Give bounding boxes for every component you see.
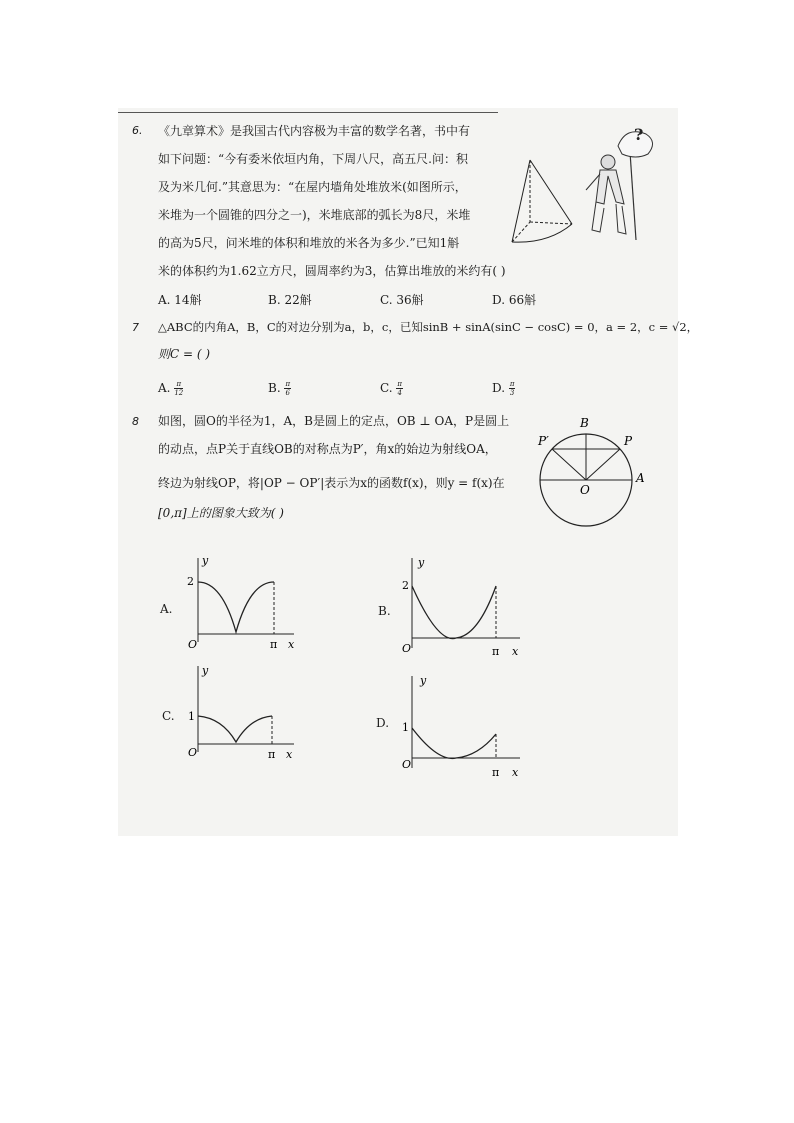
q6-option-c[interactable]: C. 36斛 [380, 293, 424, 307]
cone-edge-left [512, 160, 530, 242]
y-label: y [202, 664, 209, 677]
pi-label: π [492, 645, 500, 658]
y-label: y [420, 674, 427, 687]
y-tick-label: 2 [187, 575, 194, 588]
q6-line-3: 及为米几何.”其意思为：“在屋内墙角处堆放米(如图所示， [158, 180, 467, 194]
q7-a-denominator: 12 [174, 389, 184, 397]
label-a: A [636, 471, 645, 485]
origin-label: O [402, 642, 412, 655]
q7-c-numerator: π [397, 380, 403, 388]
q8-graph-a [182, 552, 312, 652]
radius-op [586, 449, 620, 480]
y-tick-label: 2 [402, 579, 409, 592]
q7-option-b-fraction [284, 380, 291, 397]
x-label: x [512, 766, 519, 779]
q7-line-2: 则C = ( ) [158, 347, 211, 361]
y-label: y [202, 554, 209, 567]
scholar-illustration [586, 132, 653, 240]
label-p: P [624, 434, 633, 448]
q7-b-numerator: π [285, 380, 291, 388]
q8-graph-d [398, 672, 528, 782]
pi-label: π [270, 638, 278, 651]
x-label: x [286, 748, 293, 761]
q6-line-2: 如下问题：“今有委米依垣内角，下周八尺，高五尺.问：积 [158, 152, 468, 166]
q7-option-c[interactable] [380, 380, 403, 397]
cone-base-arc [512, 224, 572, 242]
question-mark-icon: ? [634, 125, 644, 144]
curve-c [198, 716, 272, 742]
origin-label: O [402, 758, 412, 771]
q6-line-4: 米堆为一个圆锥的四分之一)，米堆底部的弧长为8尺，米堆 [158, 208, 471, 222]
origin-label: O [188, 638, 198, 651]
q8-option-d[interactable]: D. [376, 716, 390, 730]
q7-option-c-fraction [396, 380, 403, 397]
q7-c-denominator: 4 [397, 389, 402, 397]
q6-option-d[interactable]: D. 66斛 [492, 293, 537, 307]
y-tick-label: 1 [188, 710, 195, 723]
cone-edge-right [530, 160, 572, 224]
header-rule [118, 112, 498, 113]
q6-line-6: 米的体积约为1.62立方尺，圆周率约为3，估算出堆放的米约有( ) [158, 264, 506, 278]
q7-option-b[interactable] [268, 380, 291, 397]
q8-line-1: 如图，圆O的半径为1，A，B是圆上的定点，OB ⊥ OA，P是圆上 [158, 414, 510, 428]
q6-option-a[interactable]: A. 14斛 [158, 293, 202, 307]
q6-rice-pile-figure [500, 112, 670, 252]
q7-option-d-fraction [509, 380, 516, 397]
radius-op-prime [552, 449, 586, 480]
q8-line-3: 终边为射线OP，将|OP − OP′|表示为x的函数f(x)，则y = f(x)在 [158, 476, 505, 490]
q7-option-a[interactable] [158, 380, 183, 397]
q8-line-2: 的动点，点P关于直线OB的对称点为P′，角x的始边为射线OA， [158, 442, 497, 456]
q7-option-d-label: D. [492, 381, 506, 395]
q8-circle-figure [530, 410, 660, 528]
q7-d-numerator: π [509, 380, 515, 388]
label-o: O [580, 483, 590, 497]
x-label: x [288, 638, 295, 651]
q8-graph-b [398, 552, 528, 662]
q6-option-b[interactable]: B. 22斛 [268, 293, 312, 307]
pi-label: π [492, 766, 500, 779]
cone-radius [530, 222, 572, 224]
q8-option-c[interactable]: C. [162, 709, 175, 723]
q6-line-5: 的高为5尺，问米堆的体积和堆放的米各为多少.”已知1斛 [158, 236, 460, 250]
origin-label: O [188, 746, 198, 759]
label-b: B [580, 416, 589, 430]
curve-a [198, 582, 274, 632]
curve-d [412, 728, 496, 758]
q8-graph-c [182, 662, 312, 762]
q6-number: 6. [132, 124, 143, 137]
q7-number: 7 [132, 321, 139, 334]
q7-option-c-label: C. [380, 381, 393, 395]
q8-option-a[interactable]: A. [160, 602, 173, 616]
q7-line-1: △ABC的内角A，B，C的对边分别为a，b，c，已知sinB + sinA(sinC − cosC) = 0，a = 2，c = √2， [158, 320, 699, 334]
q8-line-4: [0,π]上的图象大致为( ) [158, 506, 284, 520]
curve-b [412, 586, 496, 639]
y-label: y [418, 556, 425, 569]
q6-line-1: 《九章算术》是我国古代内容极为丰富的数学名著，书中有 [158, 124, 471, 138]
y-tick-label: 1 [402, 721, 409, 734]
label-p-prime: P′ [538, 434, 549, 448]
q7-option-a-fraction [174, 380, 183, 397]
q7-a-numerator: π [174, 380, 183, 389]
q7-option-d[interactable] [492, 380, 515, 397]
q7-b-denominator: 6 [285, 389, 290, 397]
q7-option-b-label: B. [268, 381, 281, 395]
q8-number: 8 [132, 415, 139, 428]
q8-option-b[interactable]: B. [378, 604, 391, 618]
q7-d-denominator: 3 [509, 389, 515, 397]
x-label: x [512, 645, 519, 658]
q7-option-a-label: A. [158, 381, 171, 395]
pi-label: π [268, 748, 276, 761]
